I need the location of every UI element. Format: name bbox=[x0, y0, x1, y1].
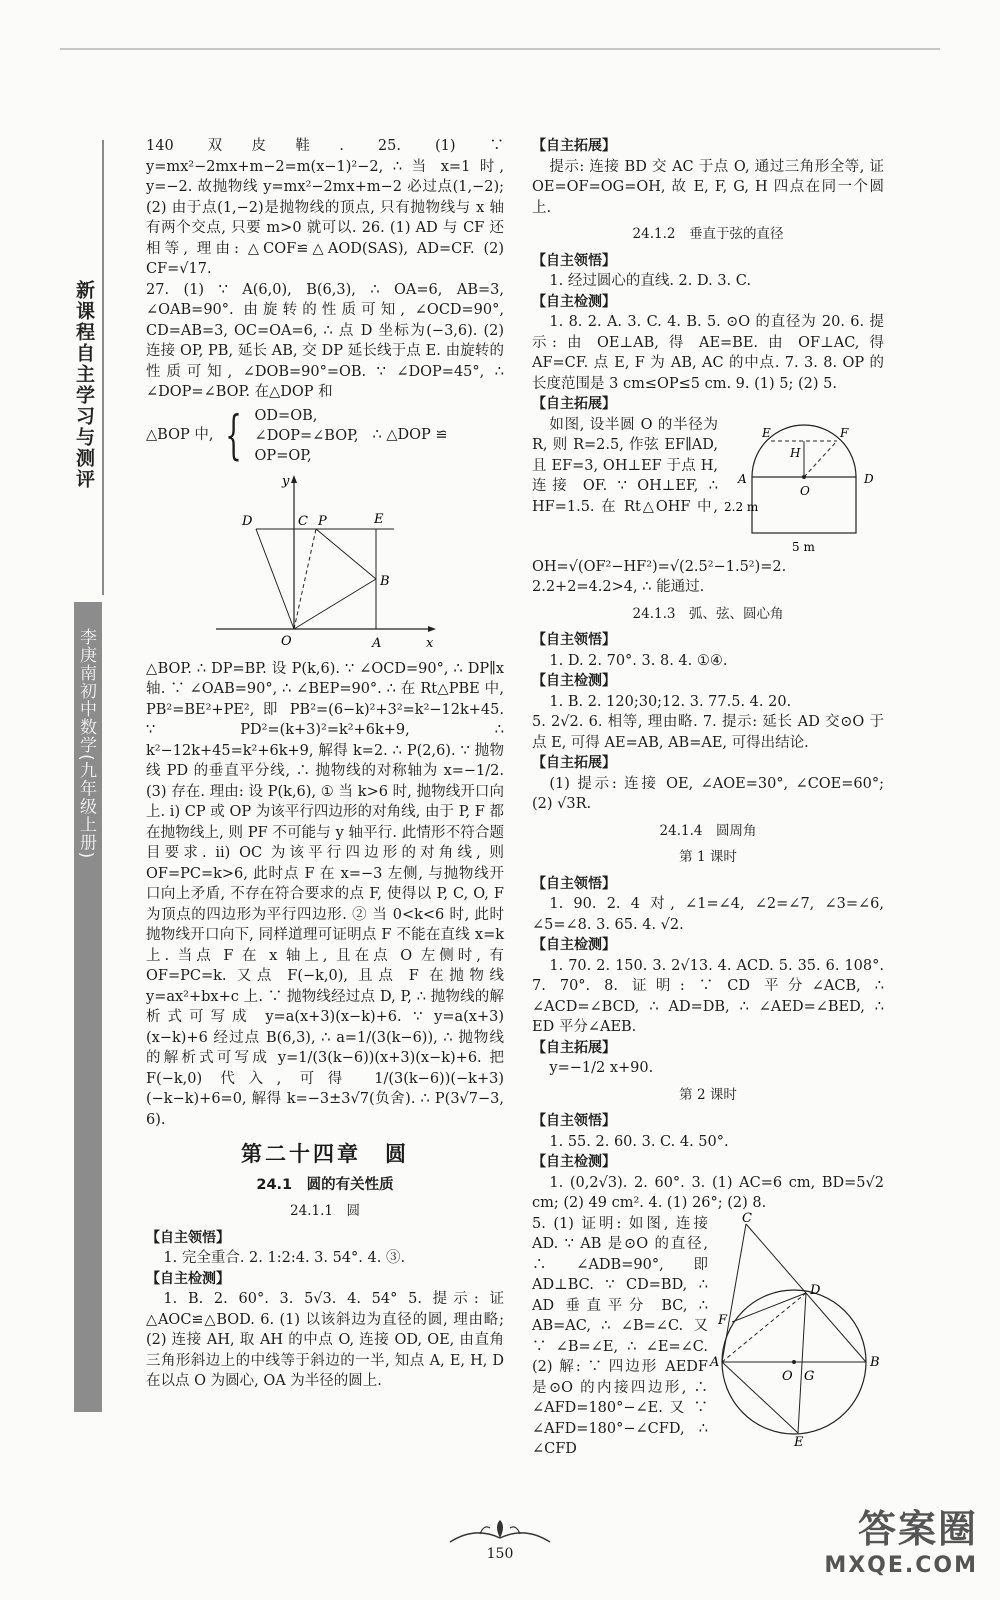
system-line: ∠DOP=∠BOP, bbox=[254, 427, 359, 444]
watermark-url: MXQE.COM bbox=[824, 1553, 978, 1578]
answers-understand: 1. D. 2. 70°. 3. 8. 4. ①④. bbox=[549, 652, 728, 669]
label-C: C bbox=[298, 513, 308, 529]
answers-understand: 1. 经过圆心的直线. 2. D. 3. C. bbox=[549, 273, 751, 289]
answers-check: 1. 70. 2. 150. 3. 2√13. 4. ACD. 5. 35. 6. 108°. 7. 70°. 8. 证明: ∵ CD 平分∠ACB, ∴ ∠ACD=∠BCD, ∴ AD=DB, ∴ ∠AED=∠BED, ∴ ED 平分∠AEB. bbox=[532, 957, 884, 1035]
left-column bbox=[146, 136, 504, 1392]
system-tail: ∴ △DOP ≌ bbox=[372, 427, 448, 444]
answers-check-5: 5. (1) 证明: 如图, 连接 AD. ∵ AB 是⊙O 的直径, ∴ ∠ADB=90°, 即 AD⊥BC. ∵ CD=BD, ∴ AD 垂直平分 BC, ∴ AB=AC, ∴ ∠B=∠C. 又 ∵ ∠B=∠E, ∴ ∠E=∠C. (2) 解: ∵ 四边形 AEDF 是⊙O 的内接四边形, ∴ ∠AFD=180°−∠E. 又 ∵ ∠AFD=180°−∠CFD, ∴ ∠CFD bbox=[532, 1215, 708, 1457]
section-24-1: 24.1 圆的有关性质 bbox=[256, 1176, 394, 1193]
tag-self-check: 【自主检测】 bbox=[532, 293, 616, 310]
tunnel-figure bbox=[724, 415, 884, 557]
label-E: E bbox=[374, 511, 384, 527]
system-lines bbox=[255, 406, 359, 466]
label-B: B bbox=[380, 573, 390, 589]
label-D: D bbox=[242, 513, 253, 529]
label-D: D bbox=[810, 1282, 821, 1298]
coordinate-figure bbox=[146, 469, 504, 659]
answers-check: 1. 8. 2. A. 3. C. 4. B. 5. ⊙O 的直径为 20. 6. 提示: 由 OE⊥AB, 得 AE=BE. 由 OF⊥AC, 得 AF=CF. 点 E, F 为 AB, AC 的中点. 7. 3. 8. OP 的长度范围是 3 cm≤OP≤5 cm. 9. (1) 5; (2) 5. bbox=[532, 314, 884, 392]
top-rule bbox=[60, 48, 940, 50]
system-lead: △BOP 中, bbox=[146, 427, 214, 444]
watermark-title: 答案圈 bbox=[857, 1507, 978, 1551]
circle-figure bbox=[710, 1210, 884, 1450]
label-D: D bbox=[864, 471, 874, 486]
label-E: E bbox=[794, 1434, 804, 1450]
label-G: G bbox=[804, 1368, 815, 1384]
series-title-text: 新课程自主学习与测评 bbox=[73, 280, 95, 490]
footer-ornament bbox=[440, 1518, 560, 1548]
section-24-1-1: 24.1.1 圆 bbox=[290, 1203, 360, 1219]
section-24-1-4: 24.1.4 圆周角 bbox=[659, 822, 757, 839]
tag-extend: 【自主拓展】 bbox=[532, 1039, 616, 1056]
sidebar-series-title bbox=[74, 140, 104, 595]
tag-self-check: 【自主检测】 bbox=[146, 1270, 230, 1287]
label-A: A bbox=[710, 1354, 720, 1370]
extend-answer: y=−1/2 x+90. bbox=[549, 1060, 654, 1076]
label-x: x bbox=[426, 635, 434, 651]
extend-hint: 提示: 连接 BD 交 AC 于点 O, 通过三角形全等, 证 OE=OF=OG=OH, 故 E, F, G, H 四点在同一个圆上. bbox=[532, 158, 884, 216]
tag-self-understand: 【自主领悟】 bbox=[532, 632, 616, 648]
label-H: H bbox=[790, 445, 801, 460]
label-A: A bbox=[738, 471, 747, 486]
answers-understand: 1. 90. 2. 4 对, ∠1=∠4, ∠2=∠7, ∠3=∠6, ∠5=∠8. 3. 65. 4. √2. bbox=[532, 896, 884, 933]
answers-check: 1. B. 2. 60°. 3. 5√3. 4. 54° 5. 提示: 证△AOC≌△BOD. 6. (1) 以该斜边为直径的圆, 理由略; (2) 连接 AH, 取 AH 的中点 O, 连接 OD, OE, 由直角三角形斜边上的中线等于斜边的一半, 知点 A, E, H, D 在以点 O 为圆心, OA 为半径的圆上. bbox=[146, 1291, 504, 1389]
label-B: B bbox=[870, 1354, 880, 1370]
answer-paragraph-27: 27. (1) ∵ A(6,0), B(6,3), ∴ OA=6, AB=3, ∠OAB=90°. 由旋转的性质可知, ∠OCD=90°, CD=AB=3, OC=OA=6, ∴ 点 D 坐标为(−3,6). (2) 连接 OP, PB, 延长 AB, 交 DP 延长线于点 E. 由旋转的性质可知, ∠DOB=90°=OB. ∵ ∠DOP=45°, ∴ ∠DOP=∠BOP. 在△DOP 和 bbox=[146, 281, 504, 400]
tag-extend: 【自主拓展】 bbox=[532, 396, 616, 412]
label-E: E bbox=[762, 425, 771, 440]
label-height: 2.2 m bbox=[724, 499, 759, 514]
tag-self-understand: 【自主领悟】 bbox=[532, 875, 616, 892]
section-24-1-2: 24.1.2 垂直于弦的直径 bbox=[632, 226, 784, 242]
label-F: F bbox=[718, 1312, 728, 1328]
answers-check-cont: 5. 2√2. 6. 相等, 理由略. 7. 提示: 延长 AD 交⊙O 于点 E, 可得 AE=AB, AB=AE, 可得出结论. bbox=[532, 714, 884, 751]
label-width: 5 m bbox=[792, 539, 815, 554]
label-P: P bbox=[318, 513, 327, 529]
tag-extend: 【自主拓展】 bbox=[532, 755, 616, 771]
congruence-system bbox=[146, 403, 504, 469]
answer-paragraph-27-cont: △BOP. ∴ DP=BP. 设 P(k,6). ∵ ∠OCD=90°, ∴ DP∥x 轴. ∵ ∠OAB=90°, ∴ ∠BEP=90°. ∴ 在 Rt△PBE 中, PB²=BE²+PE², 即 PB²=(6−k)²+3²=k²−12k+45. ∵ PD²=(k+3)²=k²+6k+9, ∴ k²−12k+45=k²+6k+9, 解得 k=2. ∴ P(2,6). ∵ 抛物线 PD 的垂直平分线, ∴ 抛物线的对称轴为 x=−1/2. (3) 存在. 理由: 设 P(k,6), ① 当 k>6 时, 抛物线开口向上. i) CP 或 OP 为该平行四边形的对角线, 由于 P, F 都在抛物线上, 则 PF 不可能与 y 轴平行. 此情形不符合题目要求. ii) OC 为该平行四边形的对角线, 则 OF=PC=k>6, 此时点 F 在 x=−3 左侧, 与抛物线开口向上矛盾, 不存在符合要求的点 F, 使得以 P, C, O, F 为顶点的四边形为平行四边形. ② 当 0<k<6 时, 此时抛物线开口向下, 同样道理可证明点 F 不能在直线 x=k 上. 当点 F 在 x 轴上, 且在点 O 左侧时, 有 OF=PC=k. 又点 F(−k,0), 且点 F 在抛物线 y=ax²+bx+c 上. ∵ 抛物线经过点 D, P, ∴ 抛物线的解析式可写成 y=a(x+3)(x−k)+6. ∵ y=a(x+3)(x−k)+6 经过点 B(6,3), ∴ a=1/(3(k−6)), ∴ 抛物线的解析式可写成 y=1/(3(k−6))(x+3)(x−k)+6. 把 F(−k,0) 代入, 可得 1/(3(k−6))(−k+3)(−k−k)+6=0, 解得 k=−3±3√7(负舍). ∴ P(3√7−3, 6). bbox=[146, 660, 504, 1128]
lesson-2: 第 2 课时 bbox=[679, 1086, 737, 1103]
extend-answer: (1) 提示: 连接 OE, ∠AOE=30°, ∠COE=60°; (2) √3R. bbox=[532, 775, 884, 812]
tag-self-check: 【自主检测】 bbox=[532, 1154, 616, 1170]
tag-extend: 【自主拓展】 bbox=[532, 138, 616, 154]
tag-self-understand: 【自主领悟】 bbox=[146, 1229, 230, 1246]
system-line: OP=OP, bbox=[254, 447, 312, 464]
label-F: F bbox=[840, 425, 849, 440]
label-A: A bbox=[372, 635, 382, 651]
right-column bbox=[532, 136, 884, 1460]
extend-solution: 如图, 设半圆 O 的半径为 R, 则 R=2.5, 作弦 EF∥AD, 且 EF=3, OH⊥EF 于点 H, 连接 OF. ∵ OH⊥EF, ∴ HF=1.5. 在 Rt△OHF 中, OH=√(OF²−HF²)=√(2.5²−1.5²)=2. 2.2+2=4.2>4, ∴ 能通过. bbox=[532, 416, 787, 595]
tag-self-check: 【自主检测】 bbox=[532, 673, 616, 689]
label-O: O bbox=[281, 633, 292, 649]
answers-understand: 1. 完全重合. 2. 1:2:4. 3. 54°. 4. ③. bbox=[163, 1250, 406, 1266]
system-line: OD=OB, bbox=[254, 407, 318, 424]
label-O: O bbox=[800, 483, 810, 498]
lesson-1: 第 1 课时 bbox=[679, 849, 737, 865]
tag-self-check: 【自主检测】 bbox=[532, 937, 616, 953]
chapter-title: 第二十四章 圆 bbox=[241, 1142, 409, 1166]
label-C: C bbox=[742, 1210, 752, 1226]
brace: { bbox=[225, 405, 243, 466]
book-title-text: 李庚南初中数学(九年级上册) bbox=[76, 628, 96, 860]
answer-paragraph-25-26: 140 双皮鞋. 25. (1) ∵ y=mx²−2mx+m−2=m(x−1)²−2, ∴ 当 x=1 时, y=−2. 故抛物线 y=mx²−2mx+m−2 必过点(1,−2); (2) 由于点(1,−2)是抛物线的顶点, 只有抛物线与 x 轴有两个交点, 只要 m>0 就可以. 26. (1) AD 与 CF 还相等, 理由: △COF≌△AOD(SAS), AD=CF. (2) CF=√17. bbox=[146, 138, 504, 277]
answers-check: 1. (0,2√3). 2. 60°. 3. (1) AC=6 cm, BD=5√2 cm; (2) 49 cm². 4. (1) 26°; (2) 8. bbox=[532, 1174, 884, 1211]
tag-self-understand: 【自主领悟】 bbox=[532, 252, 616, 269]
tag-self-understand: 【自主领悟】 bbox=[532, 1113, 616, 1129]
section-24-1-3: 24.1.3 弧、弦、圆心角 bbox=[632, 605, 784, 622]
watermark bbox=[824, 1498, 978, 1578]
label-y: y bbox=[282, 473, 290, 489]
sidebar-book-title bbox=[74, 602, 102, 1412]
answers-check: 1. B. 2. 120;30;12. 3. 77.5. 4. 20. bbox=[549, 693, 792, 710]
answers-understand: 1. 55. 2. 60. 3. C. 4. 50°. bbox=[549, 1133, 729, 1150]
label-O: O bbox=[782, 1368, 793, 1384]
page-number: 150 bbox=[486, 1546, 514, 1562]
